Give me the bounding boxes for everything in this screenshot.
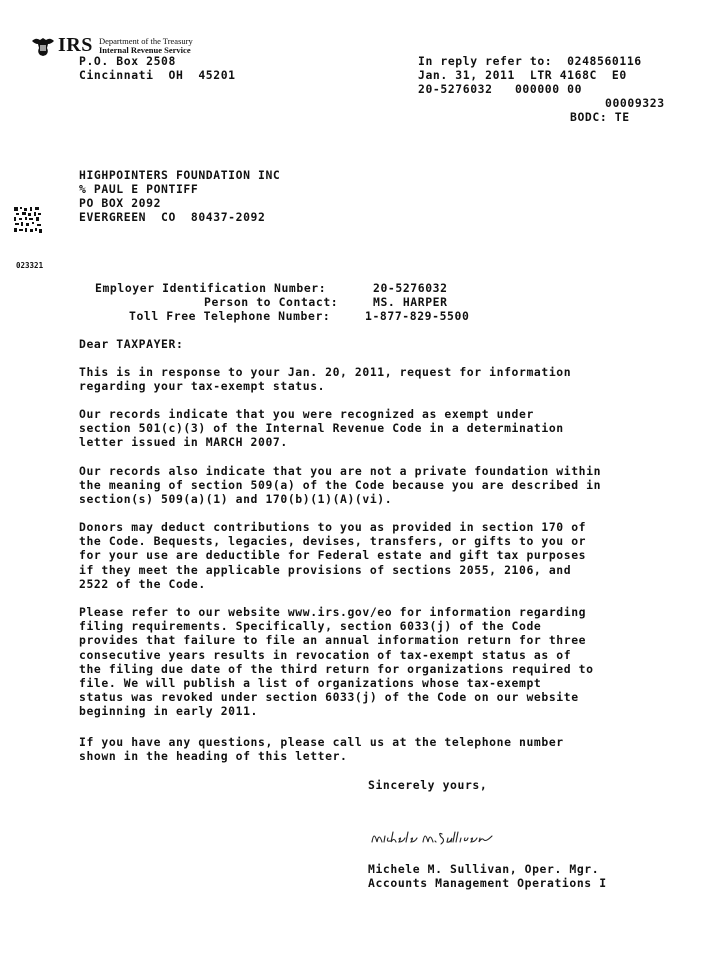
person-label: Person to Contact: — [204, 295, 339, 309]
closing: Sincerely yours, — [368, 778, 488, 792]
reference-line-1: In reply refer to: 0248560116 — [418, 54, 642, 68]
paragraph-6: If you have any questions, please call us at the telephone number shown in the heading of this letter. — [79, 735, 564, 764]
return-address-line-1: P.O. Box 2508 — [79, 54, 176, 68]
recipient-line-2: % PAUL E PONTIFF — [79, 182, 199, 196]
paragraph-4: Donors may deduct contributions to you as provided in section 170 of the Code. Bequests, legacies, devises, transfers, or gifts to you or for your use are deductible for Federal estate and gift tax purposes if they meet the applicable provisions of sections 2055, 2106, and 2522 of the Code. — [79, 520, 587, 591]
ein-value: 20-5276032 — [373, 281, 448, 295]
return-address-line-2: Cincinnati OH 45201 — [79, 68, 236, 82]
eagle-logo-icon — [30, 35, 56, 57]
paragraph-3: Our records also indicate that you are not a private foundation within the meaning of section 509(a) of the Code because you are described in section(s) 509(a)(1) and 170(b)(1)(A)(vi). — [79, 464, 602, 507]
recipient-line-3: PO BOX 2092 — [79, 196, 162, 210]
handwritten-signature — [368, 824, 498, 852]
person-value: MS. HARPER — [373, 295, 448, 309]
agency-line: Internal Revenue Service — [99, 45, 191, 55]
paragraph-1: This is in response to your Jan. 20, 2011, request for information regarding your tax-exempt status. — [79, 365, 572, 394]
ein-label: Employer Identification Number: — [95, 281, 327, 295]
department-line: Department of the Treasury — [99, 36, 193, 46]
phone-value: 1-877-829-5500 — [365, 309, 470, 323]
2d-barcode-icon — [14, 207, 42, 233]
signer-line-2: Accounts Management Operations I — [368, 876, 607, 890]
irs-wordmark: IRS — [58, 34, 93, 56]
reference-line-3: 20-5276032 000000 00 — [418, 82, 583, 96]
side-code: 023321 — [16, 261, 44, 270]
phone-label: Toll Free Telephone Number: — [129, 309, 331, 323]
paragraph-2: Our records indicate that you were recognized as exempt under section 501(c)(3) of the Internal Revenue Code in a determination letter issued in MARCH 2007. — [79, 407, 564, 450]
reference-line-4: 00009323 — [605, 96, 665, 110]
recipient-line-4: EVERGREEN CO 80437-2092 — [79, 210, 266, 224]
reference-line-5: BODC: TE — [570, 110, 630, 124]
salutation: Dear TAXPAYER: — [79, 337, 184, 351]
recipient-line-1: HIGHPOINTERS FOUNDATION INC — [79, 168, 281, 182]
signer-line-1: Michele M. Sullivan, Oper. Mgr. — [368, 862, 600, 876]
paragraph-5: Please refer to our website www.irs.gov/eo for information regarding filing requirements. Specifically, section 6033(j) of the Code provides that failure to file an annual information return for three consecutive years results in revocation of tax-exempt status as of the filing due date of the third return for organizations required to file. We will publish a list of organizations whose tax-exempt status was revoked under section 6033(j) of the Code on our website beginning in early 2011. — [79, 605, 594, 719]
reference-line-2: Jan. 31, 2011 LTR 4168C E0 — [418, 68, 627, 82]
department-name — [99, 37, 193, 55]
